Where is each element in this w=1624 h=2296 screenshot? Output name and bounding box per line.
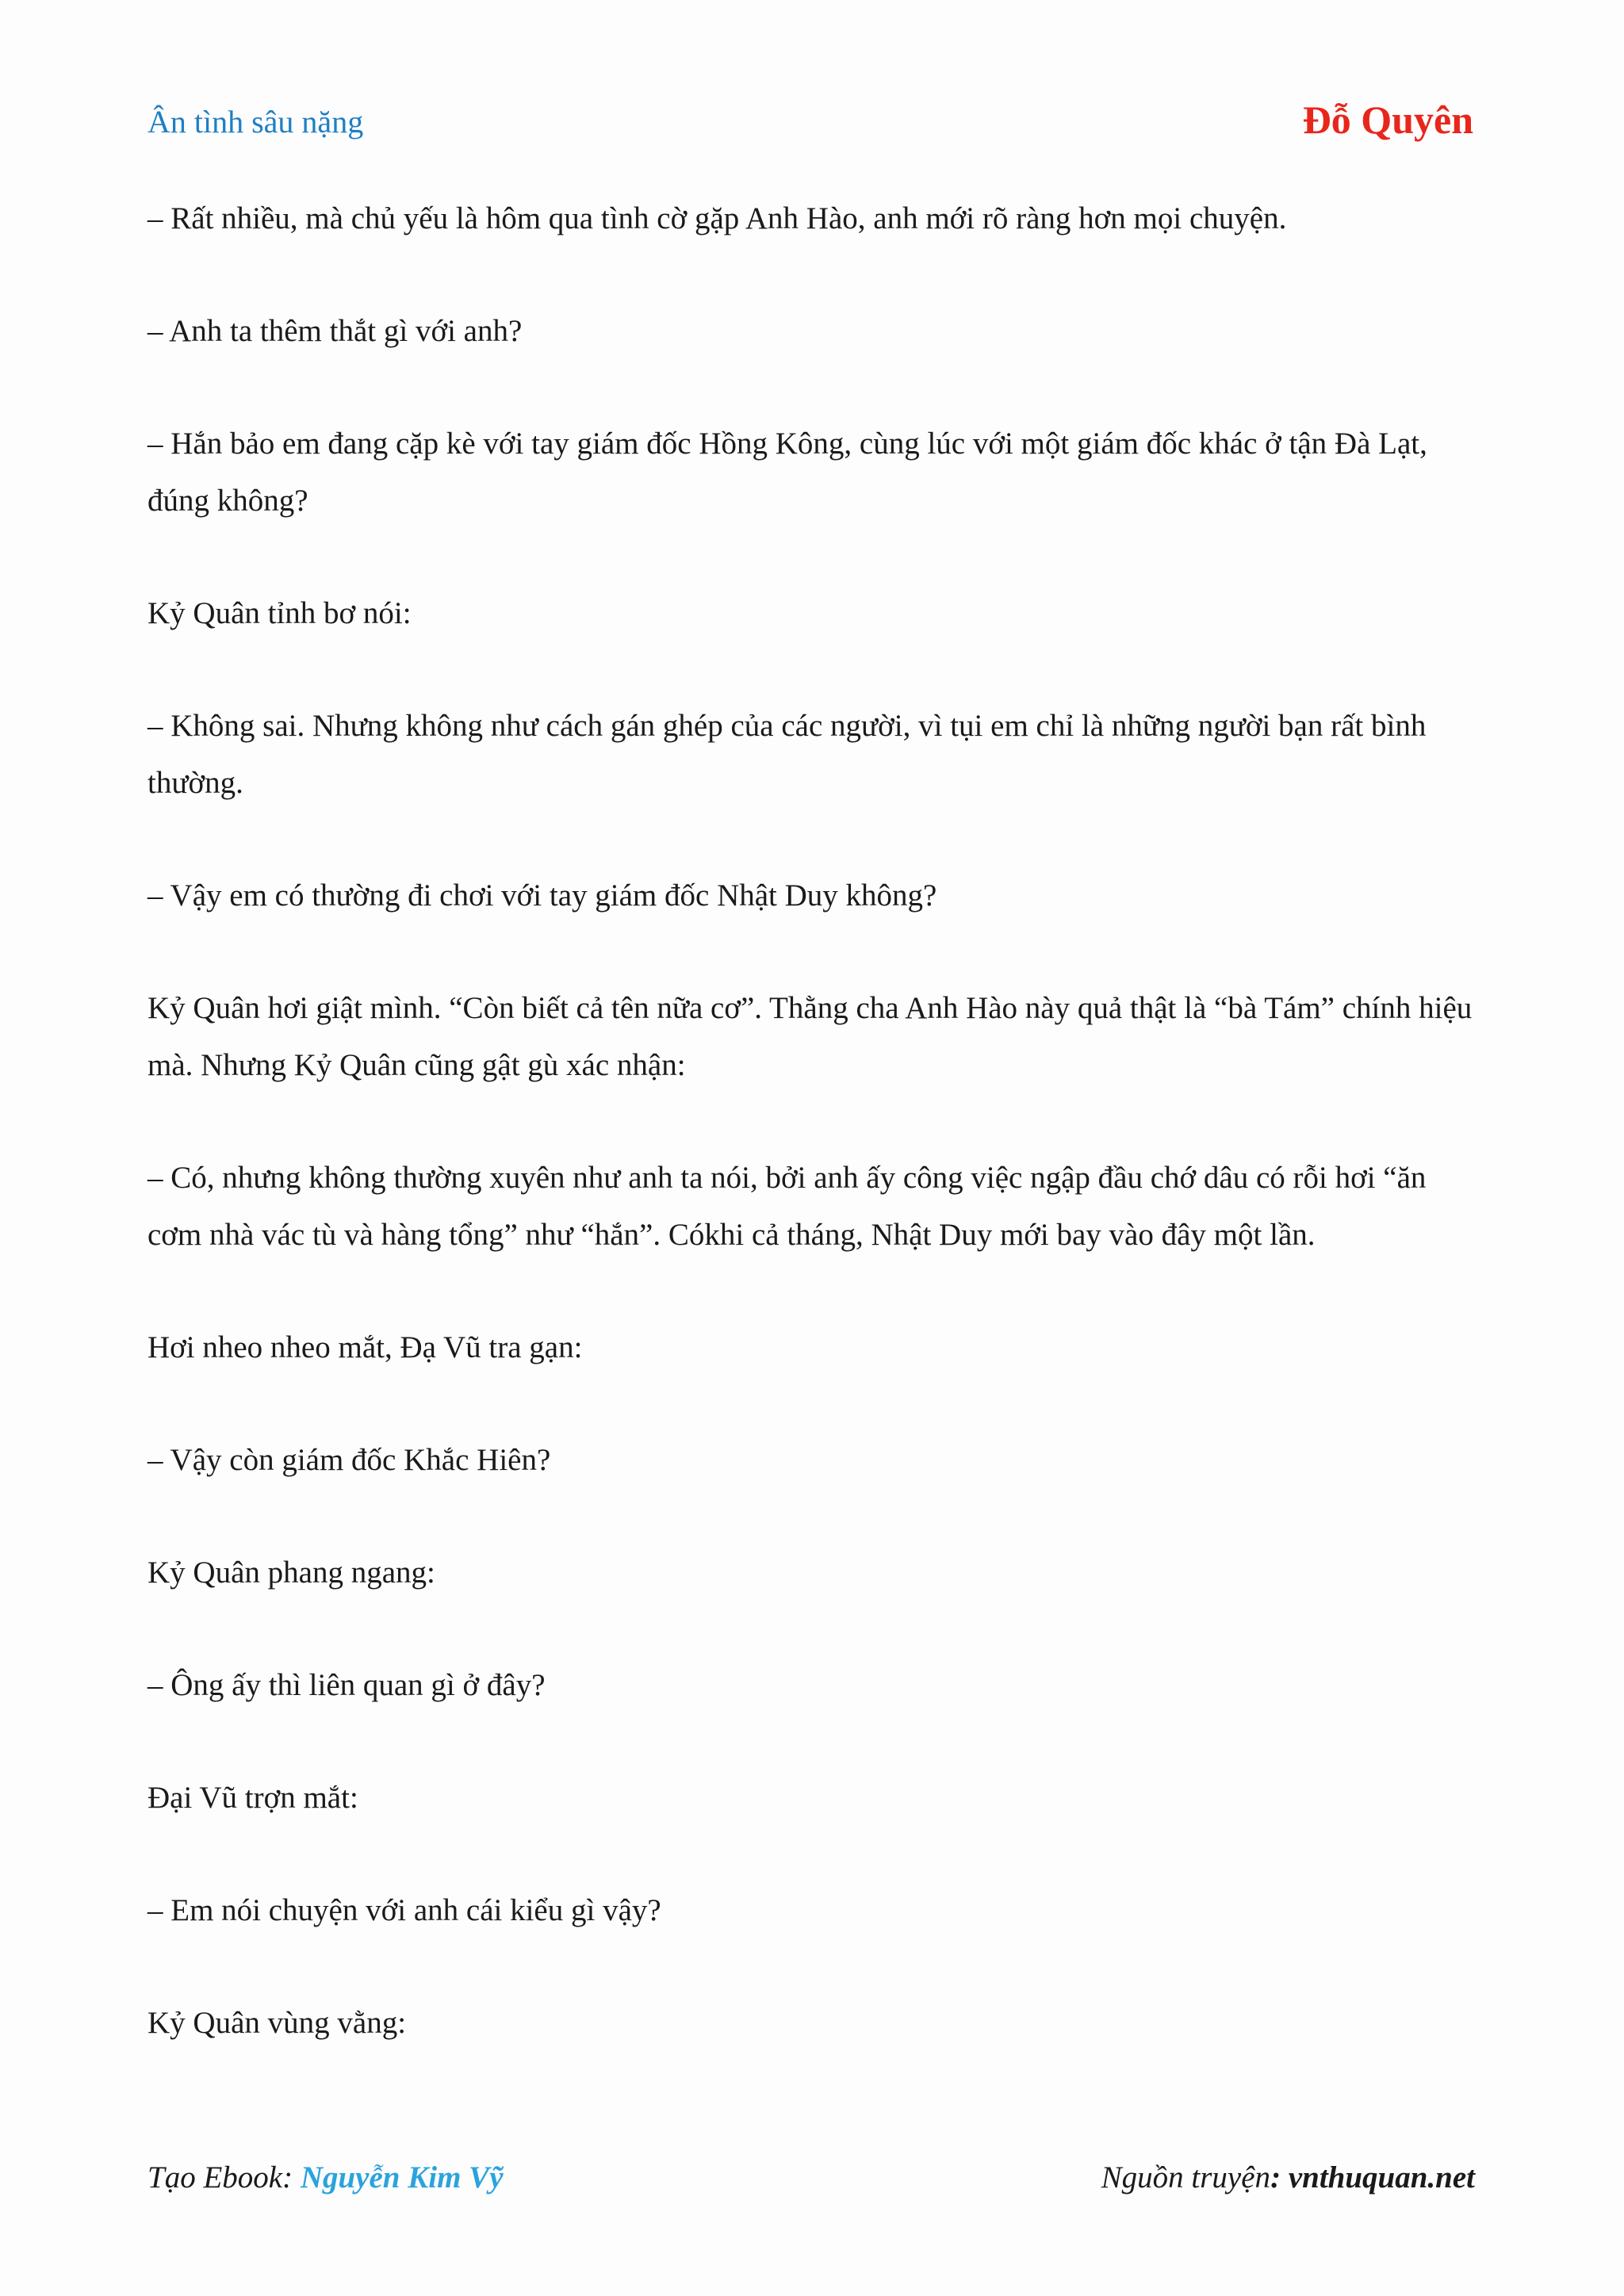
paragraph: Hơi nheo nheo mắt, Đạ Vũ tra gạn: bbox=[147, 1330, 583, 1364]
paragraph: – Hắn bảo em đang cặp kè với tay giám đốc Hồng Kông, cùng lúc với một giám đốc khác ở tận Đà Lạt, đúng không? bbox=[147, 427, 1427, 518]
paragraph: – Vậy em có thường đi chơi với tay giám đốc Nhật Duy không? bbox=[147, 878, 937, 913]
source-site: vnthuquan.net bbox=[1288, 2160, 1475, 2195]
paragraph: Đại Vũ trợn mắt: bbox=[147, 1781, 358, 1815]
author-name: Đỗ Quyên bbox=[1302, 98, 1473, 142]
book-title: Ân tình sâu nặng bbox=[147, 104, 364, 140]
paragraph: Kỷ Quân vùng vằng: bbox=[147, 2006, 407, 2040]
paragraph: – Vậy còn giám đốc Khắc Hiên? bbox=[147, 1443, 551, 1477]
paragraph: – Em nói chuyện với anh cái kiểu gì vậy? bbox=[147, 1893, 661, 1927]
paragraph: Kỷ Quân phang ngang: bbox=[147, 1556, 435, 1590]
source-credit bbox=[1101, 2160, 1475, 2195]
paragraph: – Ông ấy thì liên quan gì ở đây? bbox=[147, 1668, 546, 1702]
ebook-creator: Nguyễn Kim Vỹ bbox=[300, 2160, 504, 2195]
ebook-credit-label: Tạo Ebook bbox=[147, 2160, 283, 2195]
ebook-credit bbox=[147, 2160, 504, 2195]
source-label: Nguồn truyện bbox=[1101, 2160, 1271, 2195]
paragraph: – Anh ta thêm thắt gì với anh? bbox=[147, 314, 523, 348]
paragraph: – Không sai. Nhưng không như cách gán ghép của các người, vì tụi em chỉ là những người bạn rất bình thường. bbox=[147, 709, 1427, 800]
source-separator: : bbox=[1270, 2160, 1289, 2195]
page-footer bbox=[147, 2160, 1475, 2204]
story-text bbox=[147, 190, 1473, 2107]
page-header bbox=[147, 97, 1473, 160]
paragraph: – Có, nhưng không thường xuyên như anh ta nói, bởi anh ấy công việc ngập đầu chớ dâu có rỗi hơi “ăn cơm nhà vác tù và hàng tổng” như “hắn”. Cókhi cả tháng, Nhật Duy mới bay vào đây một lần. bbox=[147, 1161, 1427, 1252]
paragraph: Kỷ Quân hơi giật mình. “Còn biết cả tên nữa cơ”. Thằng cha Anh Hào này quả thật là “bà Tám” chính hiệu mà. Nhưng Kỷ Quân cũng gật gù xác nhận: bbox=[147, 991, 1473, 1082]
ebook-credit-separator: : bbox=[282, 2160, 301, 2195]
paragraph: Kỷ Quân tỉnh bơ nói: bbox=[147, 596, 412, 630]
paragraph: – Rất nhiều, mà chủ yếu là hôm qua tình cờ gặp Anh Hào, anh mới rõ ràng hơn mọi chuyện. bbox=[147, 201, 1287, 235]
